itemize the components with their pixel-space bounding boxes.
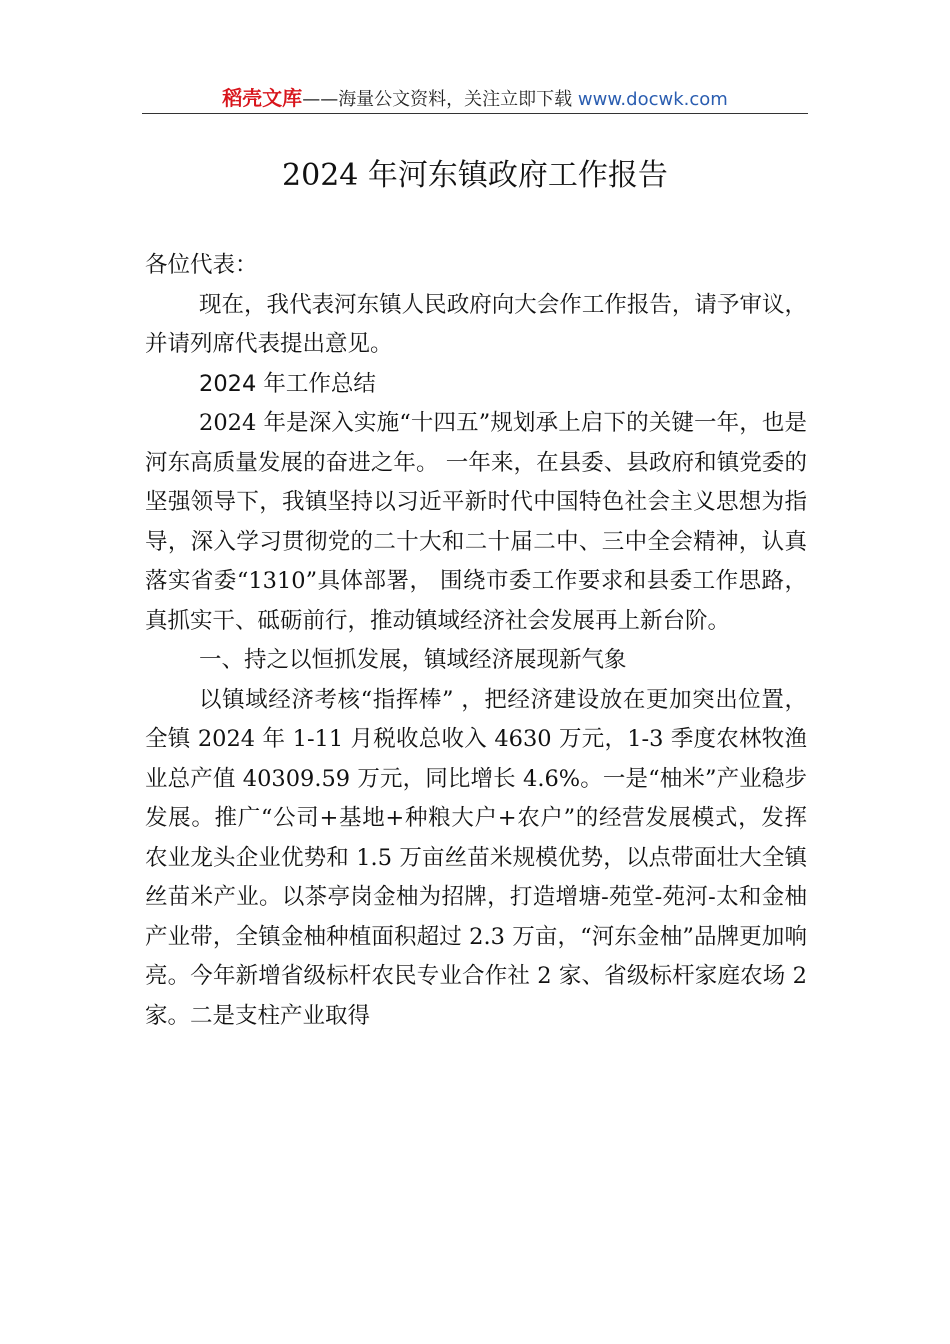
document-title: 2024 年河东镇政府工作报告 [282,158,668,193]
document-body [145,246,807,1036]
intro-paragraph: 现在，我代表河东镇人民政府向大会作工作报告，请予审议，并请列席代表提出意见。 [145,291,807,357]
salutation: 各位代表： [145,252,258,278]
brand-name: 稻壳文库 [222,86,303,110]
header-divider [142,113,808,114]
economy-paragraph: 以镇域经济考核“指挥棒” ，把经济建设放在更加突出位置，全镇 2024 年 1-11 月税收总收入 4630 万元，1-3 季度农林牧渔业总产值 40309.59 万元，同比增长 4.6%。一是“柚米”产业稳步发展。推广“公司+基地+种粮大户+农户”的经营发展模式，发挥农业龙头企业优势和 1.5 万亩丝苗米规模优势，以点带面壮大全镇丝苗米产业。以茶亭岗金柚为招牌，打造增塘-苑堂-苑河-太和金柚产业带，全镇金柚种植面积超过 2.3 万亩，“河东金柚”品牌更加响亮。今年新增省级标杆农民专业合作社 2 家、省级标杆家庭农场 2 家。二是支柱产业取得 [145,686,807,1029]
section-heading-one: 一、持之以恒抓发展，镇域经济展现新气象 [199,647,627,673]
summary-paragraph: 2024 年是深入实施“十四五”规划承上启下的关键一年，也是河东高质量发展的奋进之年。 一年来，在县委、县政府和镇党委的坚强领导下，我镇坚持以习近平新时代中国特色社会主义思想为指导，深入学习贯彻党的二十大和二十届二中、三中全会精神，认真落实省委“1310”具体部署， 围绕市委工作要求和县委工作思路，真抓实干、砥砺前行，推动镇域经济社会发展再上新台阶。 [145,410,807,634]
banner-slogan: ——海量公文资料，关注立即下载 [302,89,573,110]
site-link[interactable]: www.docwk.com [577,89,728,110]
library-banner [142,84,808,112]
section-heading-summary: 2024 年工作总结 [199,370,376,397]
